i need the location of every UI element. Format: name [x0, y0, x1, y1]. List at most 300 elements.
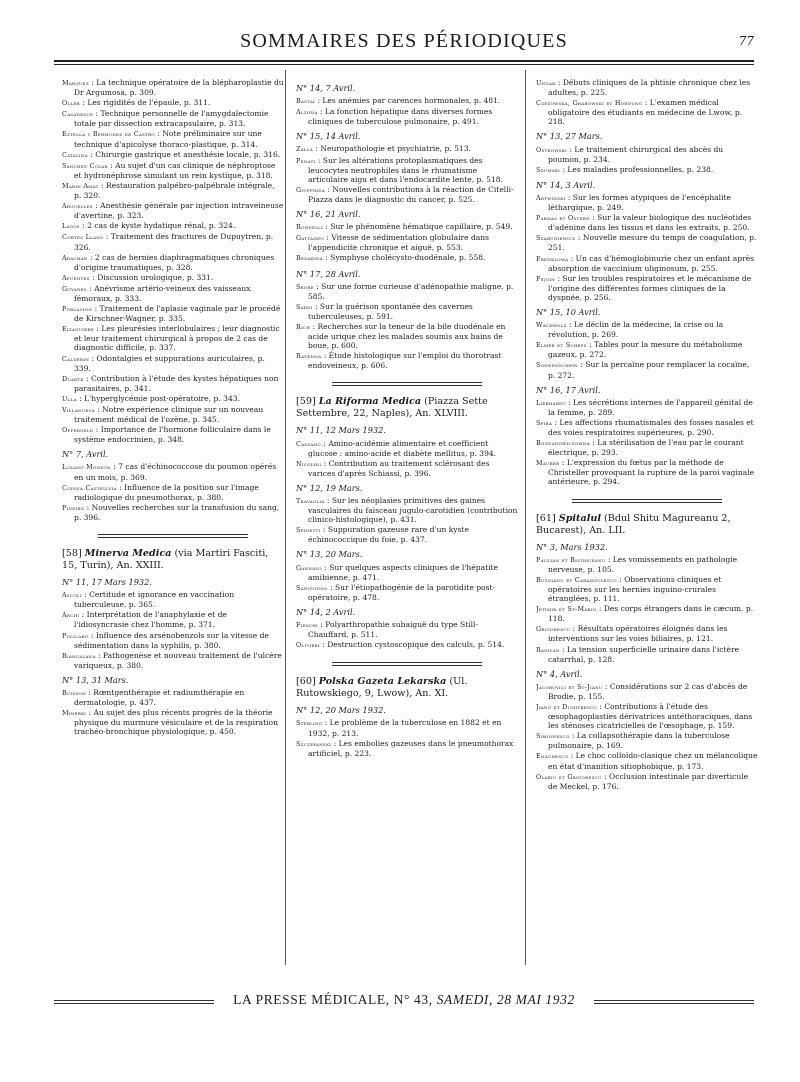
- article-author: Gannavo: [296, 563, 322, 572]
- author-colon: :: [81, 590, 90, 600]
- article-title: Nouvelle mesure du temps de coagulation, p. 251.: [548, 233, 757, 253]
- article-author: Spira: [536, 418, 553, 427]
- article-entry: [62, 405, 284, 424]
- article-title: La fonction hépatique dans diverses formes cliniques de tuberculose pulmonaire, p. 491.: [308, 107, 493, 127]
- article-title: Sur la percaïne pour remplacer la cocaïne, p. 272.: [548, 360, 750, 380]
- article-entry: [536, 340, 758, 359]
- article-author: Casadesus: [62, 110, 94, 119]
- article-title: Discussion urologique, p. 331.: [97, 272, 214, 282]
- author-colon: :: [577, 360, 586, 370]
- section-separator: [332, 382, 482, 386]
- article-title: Les affections rhumatismales des fosses nasales et des voies respiratoires supérieures, p. 290.: [548, 417, 754, 437]
- author-colon: :: [566, 320, 574, 330]
- article-title: Polyarthropathie subaiguë du type Still-Chauffard, p. 511.: [308, 620, 479, 640]
- author-colon: :: [321, 458, 329, 468]
- article-title: Symphyse cholécysto-duodénale, p. 558.: [330, 253, 486, 263]
- author-colon: :: [313, 144, 321, 154]
- issue-heading: N° 14, 2 Avril.: [296, 606, 356, 617]
- article-entry: [296, 253, 518, 263]
- article-title: Observations cliniques et opératoires sur les hernies inguino-crurales étranglées, p. 111.: [548, 574, 722, 604]
- article-title: La collapsothérapie dans la tuberculose pulmonaire, p. 169.: [548, 731, 730, 751]
- article-title: Destruction cystoscopique des calculs, p. 514.: [327, 640, 505, 650]
- article-title: Tables pour la mesure du métabolisme gazeux, p. 272.: [548, 340, 743, 360]
- article-entry: [62, 273, 284, 283]
- issue-heading: N° 11, 12 Mars 1932.: [296, 425, 386, 436]
- article-title: Chirurgie gastrique et anesthésie locale, p. 316.: [95, 149, 281, 159]
- article-entry: [296, 439, 518, 458]
- article-author: Policaro: [62, 631, 89, 640]
- article-author: Archi: [62, 611, 80, 620]
- issue-heading: N° 13, 20 Mars.: [296, 549, 363, 560]
- article-title: Contribution à l'étude des kystes hépatiques non parasitaires, p. 341.: [74, 373, 279, 393]
- article-author: Giuffrida: [296, 185, 325, 194]
- section-separator: [98, 534, 248, 538]
- author-colon: :: [559, 458, 567, 468]
- author-colon: :: [92, 201, 101, 211]
- issue-heading: N° 15, 10 Avril.: [536, 306, 601, 317]
- issue-heading: N° 14, 3 Avril.: [536, 179, 596, 190]
- article-entry: [536, 702, 758, 730]
- article-author: Rich: [296, 322, 311, 331]
- footer-rule-right: [594, 1000, 754, 1004]
- article-entry: [536, 772, 758, 791]
- article-entry: [536, 233, 758, 252]
- article-author: Liebhardt: [536, 398, 566, 407]
- article-title: Neuropathologie et psychiatrie, p. 513.: [320, 144, 471, 154]
- article-entry: [62, 708, 284, 736]
- article-author: Bastai: [296, 97, 316, 106]
- article-entry: [536, 751, 758, 770]
- author-colon: :: [568, 751, 576, 761]
- article-author: Penati: [296, 156, 316, 165]
- footer-date: SAMEDI, 28 MAI 1932: [436, 992, 575, 1007]
- article-author: Buzoianu et Caramzulesco: [536, 575, 617, 584]
- section-separator: [332, 662, 482, 666]
- issue-heading: N° 14, 7 Avril.: [296, 83, 356, 93]
- article-author: Duarte: [62, 374, 84, 383]
- author-colon: :: [87, 252, 95, 262]
- author-colon: :: [79, 221, 88, 231]
- article-entry: [62, 98, 284, 108]
- article-entry: [536, 682, 758, 701]
- author-colon: :: [315, 96, 323, 106]
- article-entry: [62, 503, 284, 522]
- article-author: Fieschi: [296, 621, 318, 630]
- article-title: Occlusion intestinale par diverticule de Meckel, p. 176.: [548, 771, 749, 791]
- article-author: Enachesco: [536, 752, 569, 761]
- article-author: Frenklowa: [536, 254, 569, 263]
- article-entry: [62, 253, 284, 272]
- author-colon: :: [103, 232, 111, 242]
- issue-heading: N° 15, 14 Avril.: [296, 131, 361, 142]
- article-entry: [536, 624, 758, 643]
- article-entry: [62, 109, 284, 128]
- article-title: 2 cas de hernies diaphragmatiques chroniques d'origine traumatiques, p. 328.: [74, 252, 275, 272]
- article-title: Interprétation de l'anaphylaxie et de l'idiosyncrasie chez l'homme, p. 371.: [74, 610, 227, 630]
- article-author: Arachan: [62, 253, 88, 262]
- author-colon: :: [88, 78, 97, 87]
- article-entry: [62, 221, 284, 231]
- article-title: Contributions à l'étude des œsophagoplasties dérivatrices antéthoraciques, dans les sténoses cicatricielles de l'œsophage, p. 159.: [548, 701, 753, 731]
- article-entry: [536, 731, 758, 750]
- author-colon: :: [89, 272, 98, 282]
- issue-heading: N° 13, 27 Mars.: [536, 131, 603, 142]
- issue-heading: N° 7, Avril.: [62, 449, 109, 460]
- author-colon: :: [320, 438, 329, 448]
- article-author: Bedarida: [296, 254, 323, 263]
- article-author: Nicolini: [296, 459, 322, 468]
- article-author: Artwinski: [536, 193, 566, 202]
- author-colon: :: [586, 340, 595, 350]
- article-entry: [296, 233, 518, 252]
- article-author: Biancalana: [62, 651, 96, 660]
- article-title: Au sujet d'un cas clinique de néphroptose et hydronéphrose simulant un rein kystique, p. 318.: [74, 160, 276, 180]
- article-title: Sur les altérations protoplasmatiques des leucocytes neutrophiles dans le rhumatisme articulaire aigu et dans l'endocardite lente, p. 518.: [308, 155, 503, 184]
- article-author: Grigorescu: [536, 625, 571, 634]
- author-colon: :: [596, 604, 604, 614]
- issue-heading: N° 4, Avril.: [536, 668, 583, 679]
- article-title: Les embolies gazeuses dans le pneumothorax artificiel, p. 223.: [308, 738, 514, 758]
- article-entry: [296, 96, 518, 106]
- article-author: Marquez: [62, 79, 89, 87]
- article-title: Suppuration gazeuse rare d'un kyste échinococcique du foie, p. 437.: [308, 525, 469, 545]
- author-colon: :: [154, 129, 163, 139]
- journal-info: (Ul. Rutowskiego, 9, Lwow), An. XI.: [296, 676, 468, 700]
- author-colon: :: [86, 283, 95, 293]
- article-entry: [536, 418, 758, 437]
- author-colon: :: [88, 630, 96, 640]
- article-title: Traitement des fractures de Dupuytren, p. 326.: [74, 232, 274, 252]
- article-entry: [536, 604, 758, 623]
- footer-journal: LA PRESSE MÉDICALE,: [233, 992, 390, 1007]
- journal-info: (Bdul Shitu Magureanu 2, Bucarest), An. LII.: [536, 512, 731, 536]
- journal-number: [59]: [296, 396, 316, 408]
- article-entry: [296, 222, 518, 232]
- author-colon: :: [555, 273, 563, 283]
- article-entry: [536, 555, 758, 574]
- author-colon: :: [325, 184, 333, 194]
- article-title: Résultats opératoires éloignés dans les interventions sur les voies biliaires, p. 121.: [548, 624, 728, 644]
- section-separator: [572, 499, 722, 503]
- article-author: Sanguigno: [296, 583, 328, 592]
- column-divider: [525, 70, 526, 965]
- issue-heading: N° 12, 19 Mars.: [296, 482, 363, 493]
- article-title: Le choc colloïdo-clasique chez un mélancolique en état d'inanition sitiophobique, p. 173.: [548, 751, 758, 771]
- article-entry: [296, 351, 518, 370]
- article-title: Le déclin de la médecine, la crise ou la révolution, p. 269.: [548, 320, 724, 340]
- article-title: La technique opératoire de la blépharoplastie du Dr Argumosa, p. 309.: [74, 78, 284, 98]
- article-title: Les sécrétions internes de l'appareil génital de la femme, p. 289.: [548, 397, 753, 417]
- author-colon: :: [589, 213, 598, 223]
- article-entry: [536, 78, 758, 97]
- article-entry: [296, 718, 518, 737]
- author-colon: :: [319, 640, 328, 650]
- article-title: 2 cas de kyste hydatique rénal, p. 324.: [87, 221, 236, 231]
- author-colon: :: [323, 233, 332, 243]
- article-title: Influence des arsénobenzols sur la vitesse de sédimentation dans la syphilis, p. 380.: [74, 630, 269, 650]
- article-author: Afuentes: [62, 273, 90, 282]
- article-author: Minerbi: [62, 709, 87, 718]
- article-author: Ulla: [62, 394, 77, 403]
- author-colon: :: [322, 253, 331, 263]
- journal-name: Spitalul: [558, 512, 601, 524]
- article-author: Olariu et Grigorescu: [536, 772, 602, 781]
- article-author: Wachholz: [536, 321, 567, 330]
- article-author: Ravenna: [296, 352, 322, 361]
- author-colon: :: [559, 644, 567, 654]
- article-author: Oller: [62, 99, 80, 108]
- article-author: Calderin: [62, 354, 90, 363]
- article-title: Rœntgenthérapie et radiumthérapie en dermatologie, p. 437.: [74, 687, 245, 708]
- article-entry: [62, 78, 284, 97]
- issue-heading: N° 16, 21 Avril.: [296, 209, 361, 220]
- article-author: Pineiro: [62, 503, 85, 512]
- article-entry: [536, 274, 758, 302]
- journal-number: [58]: [62, 548, 82, 560]
- journal-name: Minerva Medica: [84, 548, 172, 560]
- author-colon: :: [569, 731, 577, 741]
- article-author: Szumski: [536, 165, 561, 174]
- article-entry: [62, 462, 284, 481]
- author-colon: :: [92, 304, 100, 314]
- author-colon: :: [322, 718, 330, 728]
- author-colon: :: [589, 438, 598, 448]
- article-author: Eizaguirre: [62, 325, 95, 334]
- article-author: Ostrowski: [536, 145, 568, 154]
- article-author: Parnas et Ostern: [536, 214, 590, 223]
- author-colon: :: [317, 107, 325, 117]
- article-author: Mauber: [536, 459, 560, 468]
- author-colon: :: [86, 708, 94, 718]
- article-title: Étude histologique sur l'emploi du thorotrast endoveineux, p. 606.: [308, 351, 502, 371]
- author-colon: :: [568, 253, 576, 263]
- article-entry: [296, 583, 518, 602]
- article-author: Sardi: [296, 302, 313, 311]
- article-entry: [296, 563, 518, 582]
- article-entry: [296, 459, 518, 478]
- article-title: Considérations sur 2 cas d'abcès de Brodie, p. 155.: [548, 681, 748, 701]
- article-entry: [296, 107, 518, 126]
- article-entry: [62, 610, 284, 629]
- article-title: Sur la valeur biologique des nucléotides d'adénine dans les tissus et dans les extraits, p. 250.: [548, 213, 752, 233]
- issue-heading: N° 13, 31 Mars.: [62, 674, 129, 685]
- article-author: Villanueva: [62, 406, 95, 414]
- author-colon: :: [597, 701, 605, 711]
- journal-heading: [296, 396, 518, 420]
- article-entry: [62, 232, 284, 251]
- article-title: Les pleurésies interlobulaires ; leur diagnostic et leur traitement chirurgical à propos de 2 cas de diagnostic difficile, p. 337.: [74, 324, 280, 353]
- article-author: Alzona: [296, 108, 318, 117]
- article-author: Marin Amat: [62, 181, 99, 190]
- article-entry: [296, 640, 518, 650]
- article-entry: [62, 374, 284, 393]
- article-title: Anesthésie générale par injection intraveineuse d'avertine, p. 323.: [74, 201, 284, 221]
- article-author: Olivieri: [296, 641, 320, 650]
- article-entry: [296, 525, 518, 544]
- article-title: Sur l'étiopathogénie de la parotidite post-opératoire, p. 478.: [308, 582, 496, 602]
- author-colon: :: [89, 353, 97, 363]
- article-entry: [62, 201, 284, 220]
- author-colon: :: [84, 502, 92, 512]
- article-author: Gattaneo: [296, 234, 324, 243]
- author-colon: :: [616, 574, 625, 584]
- article-title: Note préliminaire sur une technique d'apicolyse thoraco-plastique, p. 314.: [74, 129, 262, 149]
- article-entry: [536, 398, 758, 417]
- article-entry: [296, 144, 518, 154]
- article-entry: [536, 145, 758, 164]
- article-title: Vitesse de sédimentation globulaire dans l'appendicite chronique et aiguë, p. 553.: [308, 233, 490, 253]
- article-entry: [536, 458, 758, 486]
- article-author: Codina Castellvia: [62, 483, 117, 492]
- article-entry: [62, 304, 284, 323]
- author-colon: :: [327, 582, 335, 592]
- author-colon: :: [317, 620, 326, 630]
- article-author: Spinetti: [296, 526, 321, 535]
- article-title: 7 cas d'échinococcose du poumon opérés en un mois, p. 369.: [74, 462, 277, 482]
- article-author: Buisson: [62, 688, 86, 697]
- article-title: Influence de la position sur l'image radiologique du pneumothorax, p. 380.: [74, 482, 259, 502]
- article-entry: [62, 483, 284, 502]
- article-author: Fejgin: [536, 274, 556, 283]
- article-entry: [62, 324, 284, 352]
- article-author: Arguelles: [62, 202, 93, 211]
- author-colon: :: [567, 144, 575, 154]
- article-title: Anévrisme artério-veineux des vaisseaux fémoraux, p. 333.: [74, 283, 251, 303]
- journal-name: Polska Gazeta Lekarska: [318, 676, 447, 688]
- article-title: La tension superficielle urinaire dans l'ictère catarrhal, p. 128.: [548, 644, 740, 664]
- author-colon: :: [313, 281, 322, 291]
- article-entry: [296, 322, 518, 350]
- author-colon: :: [93, 109, 101, 119]
- article-title: Importance de l'hormone folliculaire dans le système endocrinien, p. 348.: [74, 425, 271, 445]
- journal-info: (Piazza Sette Settembre, 22, Naples), An. XLVIII.: [296, 396, 488, 420]
- journal-number: [60]: [296, 676, 316, 688]
- column-1: [62, 78, 284, 963]
- article-title: Odontalgies et suppurations auriculaires, p. 339.: [74, 353, 265, 373]
- article-entry: [536, 360, 758, 379]
- author-colon: :: [87, 149, 96, 159]
- article-author: Zalla: [296, 145, 314, 154]
- author-colon: :: [312, 301, 320, 311]
- article-author: Sterling: [296, 719, 323, 728]
- author-colon: :: [560, 164, 568, 174]
- article-entry: [536, 438, 758, 457]
- article-author: Goyanes: [62, 284, 87, 293]
- author-colon: :: [98, 180, 106, 190]
- author-colon: :: [575, 233, 583, 243]
- article-entry: [62, 631, 284, 650]
- article-title: Technique personnelle de l'amygdalectomie totale par dissection extracapsulaire, p. 313.: [74, 109, 269, 129]
- article-title: Sur les formes atypiques de l'encéphalite léthargique, p. 249.: [548, 192, 732, 213]
- article-author: Offergeld: [62, 426, 94, 435]
- issue-heading: N° 11, 17 Mars 1932.: [62, 577, 152, 588]
- author-colon: :: [110, 462, 119, 472]
- article-author: Ungar: [536, 79, 556, 87]
- article-author: Jetimir et St-Marin: [536, 605, 597, 614]
- article-entry: [296, 185, 518, 204]
- column-3: [536, 78, 758, 963]
- journal-name: La Riforma Medica: [318, 396, 422, 408]
- article-title: Les rigidités de l'épaule, p. 311.: [87, 98, 211, 108]
- article-title: Les maladies professionnelles, p. 238.: [567, 164, 714, 174]
- article-author: Segre: [296, 282, 314, 291]
- author-colon: :: [552, 417, 560, 427]
- article-entry: [536, 645, 758, 664]
- article-author: Cassano: [296, 439, 321, 448]
- page-footer: [54, 990, 754, 1020]
- article-entry: [296, 282, 518, 301]
- article-entry: [296, 620, 518, 639]
- author-colon: :: [76, 393, 85, 403]
- article-entry: [62, 284, 284, 303]
- issue-heading: N° 16, 17 Avril.: [536, 384, 601, 395]
- article-title: Notre expérience clinique sur un nouveau traitement médical de l'ozène, p. 345.: [74, 405, 264, 425]
- journal-heading: [296, 676, 518, 700]
- author-colon: :: [565, 397, 573, 407]
- article-author: Ascoli: [62, 591, 82, 600]
- footer-issue: N° 43,: [393, 992, 433, 1007]
- article-entry: [62, 688, 284, 707]
- author-colon: :: [79, 610, 87, 620]
- article-title: Sur les troubles respiratoires et le mécanisme de l'origine des différentes formes cliniques de la dyspnée, p. 256.: [548, 273, 752, 302]
- article-author: Jiano et Dumitresco: [536, 702, 598, 711]
- page-number: 77: [738, 34, 754, 48]
- header-rule: [54, 60, 754, 65]
- article-author: Radivan: [536, 645, 560, 654]
- article-title: Sur le phénomène hématique capillaire, p. 549.: [330, 222, 513, 232]
- article-author: Lozano Monzon: [62, 463, 111, 472]
- article-title: Des corps étrangers dans le cæcum, p. 118.: [548, 604, 754, 624]
- article-title: Sur quelques aspects cliniques de l'hépatite amibienne, p. 471.: [308, 562, 499, 582]
- author-colon: :: [565, 192, 573, 202]
- author-colon: :: [83, 373, 91, 383]
- article-author: Paulian et Bistriceanu: [536, 555, 606, 564]
- article-title: Les vomissements en pathologie nerveuse, p. 105.: [548, 554, 738, 574]
- journal-heading: [62, 548, 284, 572]
- article-author: Czezowska, Grabowski et Hornung: [536, 99, 643, 108]
- column-divider: [285, 70, 286, 965]
- article-entry: [296, 156, 518, 184]
- author-colon: :: [331, 738, 339, 748]
- author-colon: :: [79, 98, 88, 108]
- journal-info: (via Martiri Fasciti, 15, Turin), An. XXIII.: [62, 548, 269, 572]
- article-entry: [62, 590, 284, 609]
- article-title: Les anémies par carences hormonales, p. 481.: [322, 96, 501, 106]
- author-colon: :: [570, 624, 578, 634]
- article-title: Contribution au traitement sclérosant des varices d'après Schiassi, p. 396.: [308, 458, 490, 478]
- author-colon: :: [94, 405, 103, 414]
- article-entry: [62, 150, 284, 160]
- article-title: Traitement de l'aplasie vaginale par le procédé de Kirschner-Wagner, p. 335.: [74, 304, 281, 324]
- article-author: Bogdanowiczowna: [536, 439, 590, 448]
- article-author: Cortes Llado: [62, 233, 104, 242]
- author-colon: :: [94, 324, 102, 334]
- author-colon: :: [323, 222, 331, 232]
- author-colon: :: [310, 321, 318, 331]
- article-title: L'expression du fœtus par la méthode de Christeller provoquant la rupture de la paroi vaginale antérieure, p. 294.: [548, 458, 755, 487]
- journal-number: [61]: [536, 512, 556, 524]
- article-author: Elmer et Scheps: [536, 341, 587, 350]
- article-author: Poblacion: [62, 305, 93, 314]
- issue-heading: N° 3, Mars 1932.: [536, 541, 608, 552]
- article-title: Le problème de la tuberculose en 1882 et en 1932, p. 213.: [308, 718, 502, 738]
- article-title: Nouvelles contributions à la réaction de Citelli-Piazza dans le diagnostic du cancer, p. 525.: [308, 184, 514, 204]
- author-colon: :: [321, 562, 330, 572]
- issue-heading: N° 17, 28 Avril.: [296, 268, 361, 279]
- article-entry: [296, 739, 518, 758]
- article-author: Estella y Bermudez de Castro: [62, 130, 155, 139]
- article-title: Amino-acidémie alimentaire et coefficient glucose : amino-acide et diabète mellitus, p. 394.: [308, 438, 497, 458]
